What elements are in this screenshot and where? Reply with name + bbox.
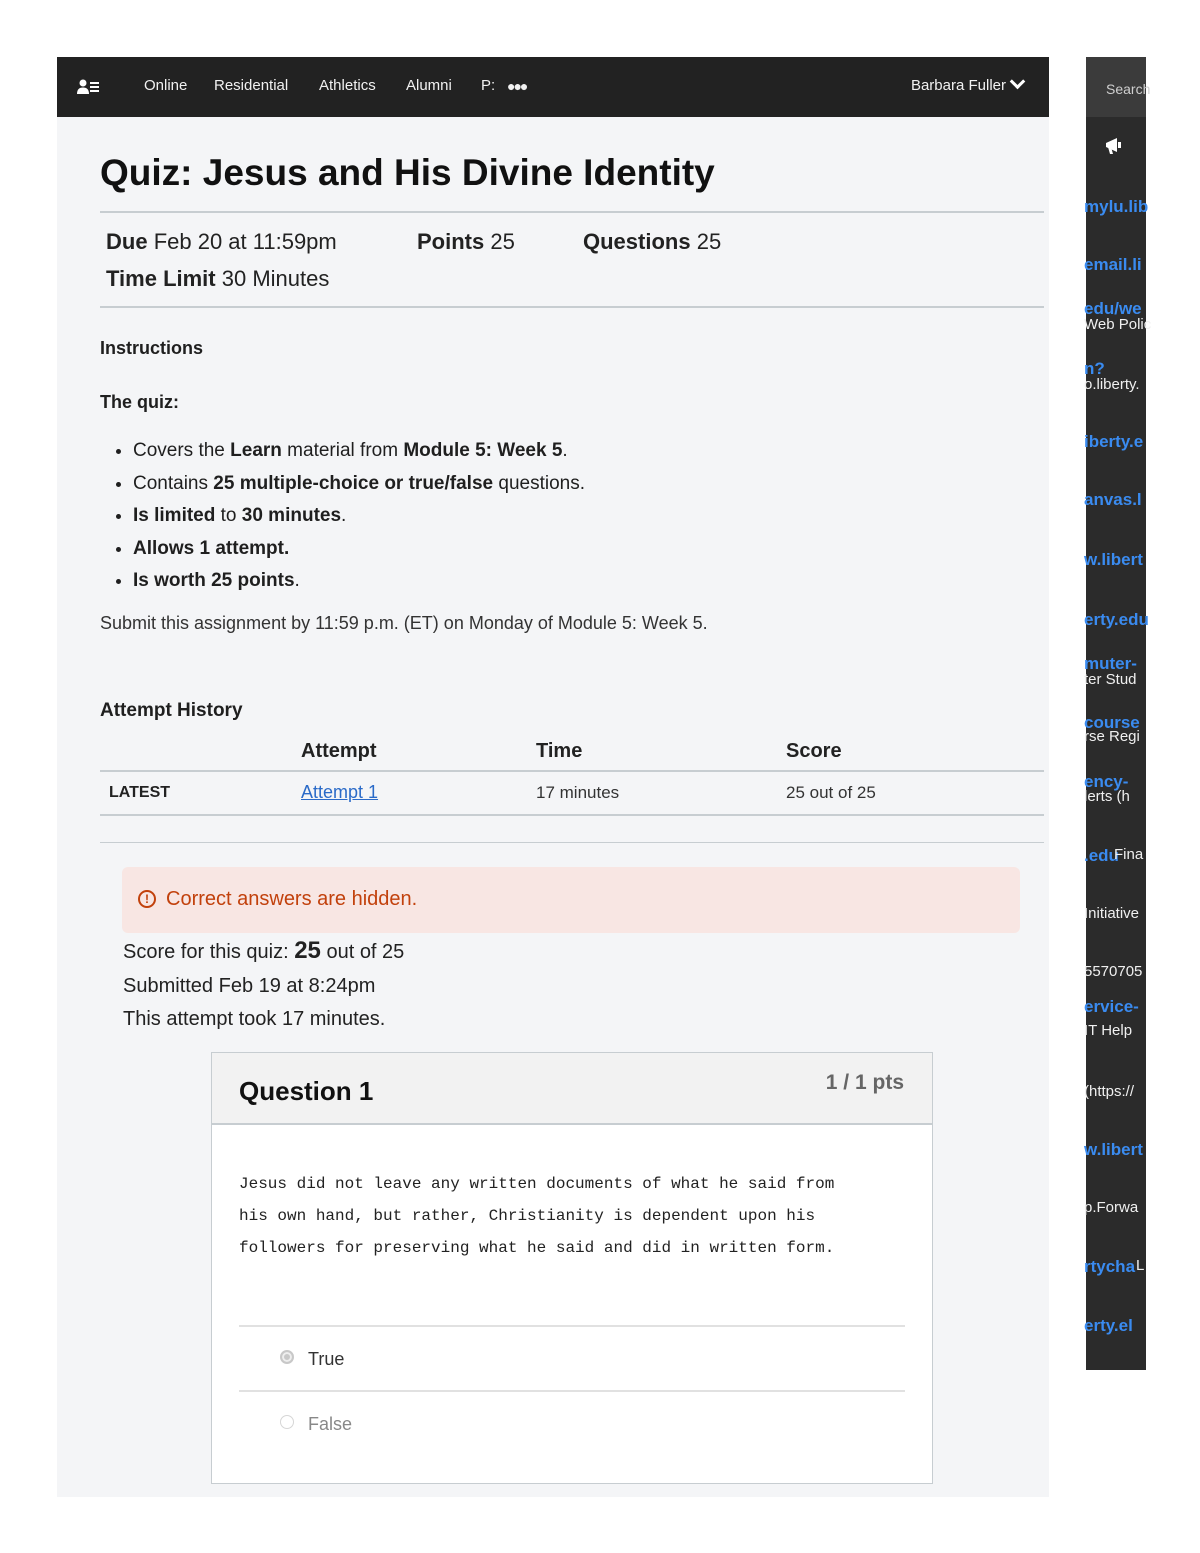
course-page — [57, 57, 1049, 1497]
table-bottom-rule — [100, 814, 1044, 816]
instruction-bullet — [133, 468, 585, 501]
bullet-text: Contains — [133, 472, 214, 494]
score-cell: 25 out of 25 — [786, 783, 876, 802]
sidebar-link-fragment[interactable]: muter- — [1084, 654, 1137, 673]
attempt-duration: This attempt took 17 minutes. — [123, 1008, 386, 1030]
bullet-text: 25 multiple-choice or true/false — [213, 472, 494, 494]
divider — [100, 842, 1044, 843]
nav-item-residential[interactable]: Residential — [214, 77, 289, 94]
points: Points 25 — [417, 229, 515, 254]
question-line: his own hand, but rather, Christianity is dependent upon his — [239, 1207, 816, 1225]
sidebar-text-fragment: lerts (h — [1084, 788, 1130, 805]
sidebar-link-fragment[interactable]: ervice- — [1084, 997, 1139, 1016]
table-header-rule — [100, 770, 1044, 772]
submitted-time: Submitted Feb 19 at 8:24pm — [123, 975, 376, 997]
sidebar-text-fragment: IT Help — [1084, 1022, 1133, 1039]
search-box[interactable] — [1086, 57, 1151, 117]
question-header — [212, 1053, 932, 1125]
nav-item-alumni[interactable]: Alumni — [406, 77, 452, 94]
chevron-down-icon — [1010, 74, 1026, 90]
megaphone-icon[interactable] — [1104, 137, 1126, 155]
sidebar-link-fragment[interactable]: erty.edu — [1084, 610, 1149, 629]
answers-hidden-alert — [122, 867, 1020, 933]
column-header-time: Time — [536, 740, 583, 762]
question-count: Questions 25 — [583, 229, 722, 254]
radio-true-selected[interactable] — [280, 1350, 294, 1364]
question-title: Question 1 — [239, 1076, 374, 1106]
bullet-text: Learn — [230, 440, 282, 461]
nav-item-truncated[interactable]: P: — [481, 77, 496, 94]
nav-item-athletics[interactable]: Athletics — [319, 77, 376, 94]
question-card — [211, 1052, 933, 1484]
attempt-cell — [301, 782, 378, 803]
latest-badge: LATEST — [109, 784, 171, 801]
sidebar-link-fragment[interactable]: n? — [1084, 359, 1105, 378]
sidebar-text-fragment: L — [1136, 1257, 1145, 1274]
bullet-text: to — [215, 505, 242, 526]
time-cell: 17 minutes — [536, 783, 620, 802]
sidebar-text-fragment: ter Stud — [1084, 671, 1137, 688]
attempt-history-heading: Attempt History — [100, 700, 243, 721]
option-divider — [239, 1390, 905, 1392]
bullet-text: Allows 1 attempt. — [133, 537, 290, 559]
bullet-text: . — [294, 570, 300, 591]
sidebar-link-fragment[interactable]: w.libert — [1084, 550, 1143, 569]
option-false-label: False — [308, 1414, 353, 1434]
sidebar-link-fragment[interactable]: course — [1084, 713, 1140, 732]
sidebar-text-fragment: o.liberty. — [1084, 376, 1140, 393]
submit-note: Submit this assignment by 11:59 p.m. (ET) on Monday of Module 5: Week 5. — [100, 613, 708, 633]
option-true-label: True — [308, 1349, 345, 1369]
sidebar-text-fragment: p.Forwa — [1084, 1199, 1139, 1216]
instruction-bullet — [133, 565, 585, 598]
instruction-bullet — [133, 533, 585, 566]
instructions-heading: Instructions — [100, 338, 204, 358]
sidebar-link-fragment[interactable]: rtycha — [1084, 1257, 1136, 1276]
sidebar-link-fragment[interactable]: email.li — [1084, 255, 1142, 274]
bullet-text: 30 minutes — [241, 505, 342, 526]
sidebar-link-fragment[interactable]: w.libert — [1084, 1140, 1143, 1159]
search-placeholder: Search — [1106, 81, 1151, 97]
page-title: Quiz: Jesus and His Divine Identity — [100, 152, 715, 193]
attempt-link[interactable]: Attempt 1 — [301, 782, 379, 802]
sidebar-link-fragment[interactable]: mylu.lib — [1084, 197, 1149, 216]
question-line: followers for preserving what he said and did in written form. — [239, 1239, 835, 1257]
sidebar-text-fragment: 5570705 — [1084, 963, 1143, 980]
divider — [100, 306, 1044, 308]
alert-message: Correct answers are hidden. — [166, 888, 418, 910]
bullet-text: Covers the — [133, 440, 231, 461]
sidebar-link-fragment[interactable]: erty.el — [1084, 1316, 1133, 1335]
instructions-subheading: The quiz: — [100, 392, 179, 412]
question-text — [239, 1168, 899, 1264]
bullet-text: Module 5: Week 5 — [403, 440, 563, 461]
divider — [100, 211, 1044, 213]
question-line: Jesus did not leave any written documents of what he said from — [239, 1175, 835, 1193]
bullet-text: Is limited — [133, 505, 216, 526]
user-menu[interactable] — [911, 77, 1023, 94]
more-menu-icon[interactable]: ●●● — [507, 78, 527, 94]
right-sidebar — [1084, 57, 1152, 1370]
option-divider — [239, 1325, 905, 1327]
column-header-score: Score — [786, 740, 842, 762]
bullet-text: questions. — [493, 472, 585, 494]
top-nav-bar — [57, 57, 1049, 117]
user-name: Barbara Fuller — [910, 77, 1006, 94]
sidebar-text-fragment: rse Regi — [1084, 728, 1140, 745]
instruction-bullet — [133, 500, 585, 533]
bullet-text: Is worth 25 points — [133, 570, 295, 591]
column-header-attempt: Attempt — [301, 740, 377, 762]
sidebar-link-fragment[interactable]: anvas.l — [1084, 490, 1142, 509]
quiz-score: Score for this quiz: 25 out of 25 — [123, 937, 405, 964]
question-points: 1 / 1 pts — [825, 1071, 904, 1094]
instruction-bullet — [133, 435, 585, 468]
time-limit: Time Limit 30 Minutes — [106, 266, 330, 291]
nav-item-online[interactable]: Online — [144, 77, 188, 94]
bullet-text: . — [341, 505, 347, 526]
sidebar-text-fragment: Web Polic — [1084, 316, 1152, 333]
bullet-text: . — [562, 440, 568, 461]
sidebar-link-fragment[interactable]: .edu — [1084, 846, 1119, 865]
sidebar-link-fragment[interactable]: iberty.e — [1084, 432, 1144, 451]
sidebar-link-fragment[interactable]: ency- — [1084, 772, 1129, 791]
sidebar-text-fragment: (https:// — [1084, 1083, 1135, 1100]
sidebar-text-fragment: Fina — [1114, 846, 1144, 863]
due-date: Due Feb 20 at 11:59pm — [106, 229, 337, 254]
sidebar-link-fragment[interactable]: edu/we — [1084, 299, 1142, 318]
sidebar-text-fragment: Initiative — [1084, 905, 1140, 922]
instructions-list — [100, 435, 585, 598]
users-menu-icon[interactable] — [77, 79, 99, 95]
warning-icon: ! — [138, 890, 156, 908]
radio-false[interactable] — [280, 1415, 294, 1429]
bullet-text: material from — [281, 440, 404, 461]
